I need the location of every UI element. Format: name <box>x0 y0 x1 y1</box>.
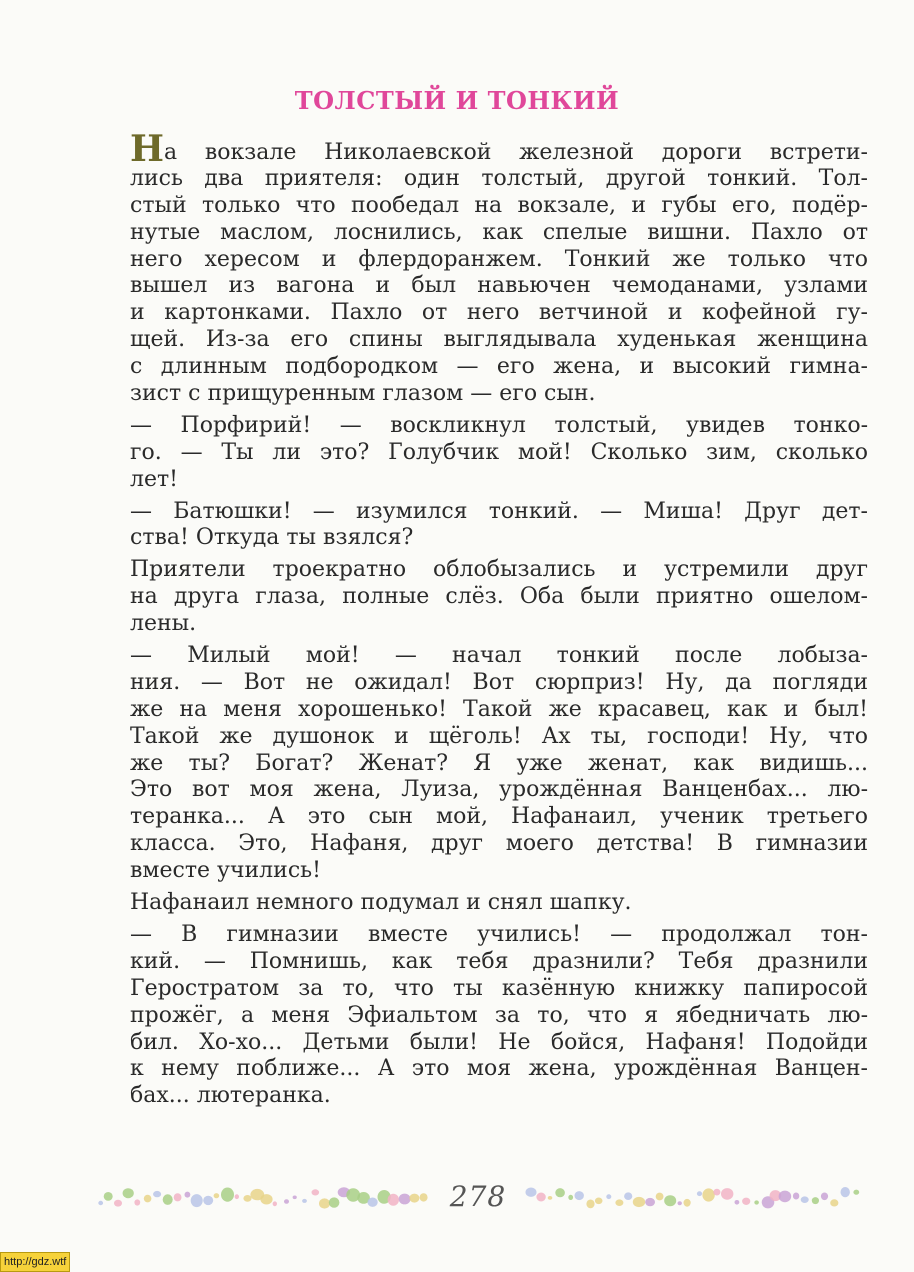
text-line: бил. Хо-хо... Детьми были! Не бойся, Нафаня! Подойди <box>130 1029 868 1055</box>
decorative-dot <box>812 1197 819 1204</box>
drop-cap-letter: Н <box>130 128 165 170</box>
decorative-dot <box>260 1194 272 1204</box>
decorative-dot <box>779 1191 792 1203</box>
decorative-dot <box>536 1193 545 1202</box>
decorative-dot <box>214 1193 220 1198</box>
decorative-dot <box>134 1199 140 1205</box>
decorative-dot <box>114 1200 122 1207</box>
text-line: и картонками. Пахло от него ветчиной и кофейной гу- <box>130 300 868 326</box>
decorative-dot <box>678 1201 682 1205</box>
decorative-dot <box>284 1199 289 1204</box>
text-line: Геростратом за то, что ты казённую книжку папиросой <box>130 975 868 1001</box>
decorative-dot <box>684 1199 691 1207</box>
decorative-dot <box>548 1196 553 1200</box>
text-line: ства! Откуда ты взялся? <box>130 525 414 551</box>
decorative-dot <box>801 1196 809 1203</box>
decorative-dot <box>144 1195 152 1203</box>
text-line: нутые маслом, лоснились, как спелые вишни. Пахло от <box>130 219 868 245</box>
decorative-dot <box>420 1193 428 1201</box>
text-line: с длинным подбородком — его жена, и высокий гимна- <box>130 354 868 380</box>
page-footer <box>92 1180 864 1216</box>
text-line: зист с прищуренным глазом — его сын. <box>130 381 596 407</box>
decorative-dot <box>388 1194 399 1206</box>
text-line: лены. <box>130 611 197 637</box>
decorative-dot <box>615 1199 623 1206</box>
text-line: прожёг, а меня Эфиальтом за то, что я ябедничать лю- <box>130 1002 868 1028</box>
decorative-dot <box>853 1190 859 1195</box>
text-line: бах... лютеранка. <box>130 1083 331 1109</box>
text-line: го. — Ты ли это? Голубчик мой! Сколько зим, сколько <box>130 439 868 465</box>
decorative-dot <box>526 1188 537 1197</box>
watermark-link[interactable]: http://gdz.wtf <box>0 1252 70 1272</box>
text-line: вышел из вагона и был навьючен чемоданами, узлами <box>130 273 868 299</box>
text-line: к нему поближе... А это моя жена, урождённая Ванцен- <box>130 1056 868 1082</box>
text-line: теранка... А это сын мой, Нафанаил, ученик третьего <box>130 804 868 830</box>
text-line: — В гимназии вместе учились! — продолжал тон- <box>130 921 868 947</box>
text-line-content: а вокзале Николаевской железной дороги встрети- <box>164 140 868 165</box>
story-title: ТОЛСТЫЙ И ТОНКИЙ <box>294 86 620 115</box>
decorative-dot <box>735 1200 740 1205</box>
decorative-dot <box>123 1188 134 1198</box>
decorative-dot <box>399 1194 411 1205</box>
decorative-dot <box>98 1201 103 1205</box>
story-text <box>130 128 868 1110</box>
decorative-dot <box>191 1194 203 1207</box>
text-line: — Батюшки! — изумился тонкий. — Миша! Друг дет- <box>130 498 868 524</box>
decorative-dot <box>664 1195 676 1206</box>
decorative-dot <box>821 1193 828 1201</box>
decorative-dot <box>221 1188 234 1202</box>
text-line: же ты? Богат? Женат? Я уже женат, как видишь... <box>130 750 868 776</box>
text-line: Такой же душонок и щёголь! Ах ты, господи! Ну, что <box>130 723 868 749</box>
decorative-dot <box>656 1193 664 1201</box>
decorative-dot <box>697 1191 702 1196</box>
decorative-dot <box>235 1194 239 1199</box>
decorative-dot <box>830 1199 838 1206</box>
decorative-dot <box>633 1197 645 1207</box>
decorative-dot <box>713 1189 720 1196</box>
text-line: Это вот моя жена, Луиза, урождённая Ванценбах... лю- <box>130 777 868 803</box>
decorative-dot <box>721 1188 733 1200</box>
text-line <box>130 128 868 170</box>
text-line: него хересом и флердоранжем. Тонкий же только что <box>130 246 868 272</box>
decorative-dot <box>174 1193 182 1201</box>
text-line: щей. Из-за его спины выглядывала худенькая женщина <box>130 327 868 353</box>
text-line: — Милый мой! — начал тонкий после лобыза- <box>130 643 868 669</box>
decorative-dot <box>368 1198 378 1207</box>
decorative-dot <box>645 1198 655 1206</box>
text-line: — Порфирий! — воскликнул толстый, увидев тонко- <box>130 412 868 438</box>
decorative-dot <box>624 1192 632 1200</box>
decorative-dot <box>742 1198 750 1205</box>
decorative-dot <box>185 1192 191 1198</box>
text-line: Нафанаил немного подумал и снял шапку. <box>130 890 632 916</box>
text-line: на друга глаза, полные слёз. Оба были приятно ошелом- <box>130 584 868 610</box>
text-line: кий. — Помнишь, как тебя дразнили? Тебя дразнили <box>130 948 868 974</box>
decorative-dot <box>243 1195 251 1202</box>
decorative-dot <box>586 1200 594 1209</box>
decorative-dot <box>555 1188 565 1197</box>
page-number: 278 <box>449 1180 507 1213</box>
decorative-dot <box>203 1196 213 1205</box>
decorative-dot <box>793 1193 799 1200</box>
decorative-dots-right <box>524 1184 864 1212</box>
decorative-dots-left <box>92 1184 432 1212</box>
decorative-dot <box>568 1195 573 1200</box>
decorative-dot <box>409 1194 419 1203</box>
text-line: ния. — Вот не ожидал! Вот сюрприз! Ну, да погляди <box>130 669 868 695</box>
text-line: же на меня хорошенько! Такой же красавец, как и был! <box>130 696 868 722</box>
decorative-dot <box>104 1192 113 1201</box>
text-line: лет! <box>130 466 179 492</box>
decorative-dot <box>312 1189 320 1195</box>
decorative-dot <box>273 1201 277 1206</box>
decorative-dot <box>606 1194 611 1199</box>
decorative-dot <box>302 1199 307 1203</box>
text-line: вместе учились! <box>130 858 321 884</box>
decorative-dot <box>293 1196 297 1200</box>
decorative-dot <box>153 1191 161 1197</box>
decorative-dot <box>575 1191 584 1200</box>
text-line: лись два приятеля: один толстый, другой тонкий. Тол- <box>130 165 868 191</box>
decorative-dot <box>841 1187 850 1197</box>
decorative-dot <box>595 1198 603 1205</box>
decorative-dot <box>702 1188 714 1201</box>
decorative-dot <box>163 1194 173 1205</box>
decorative-dot <box>319 1198 330 1208</box>
text-line: стый только что пообедал на вокзале, и губы его, подёр- <box>130 192 868 218</box>
decorative-dot <box>754 1200 759 1204</box>
text-line: класса. Это, Нафаня, друг моего детства! В гимназии <box>130 831 868 857</box>
decorative-dot <box>329 1197 340 1207</box>
text-line: Приятели троекратно облобызались и устремили друг <box>130 557 868 583</box>
